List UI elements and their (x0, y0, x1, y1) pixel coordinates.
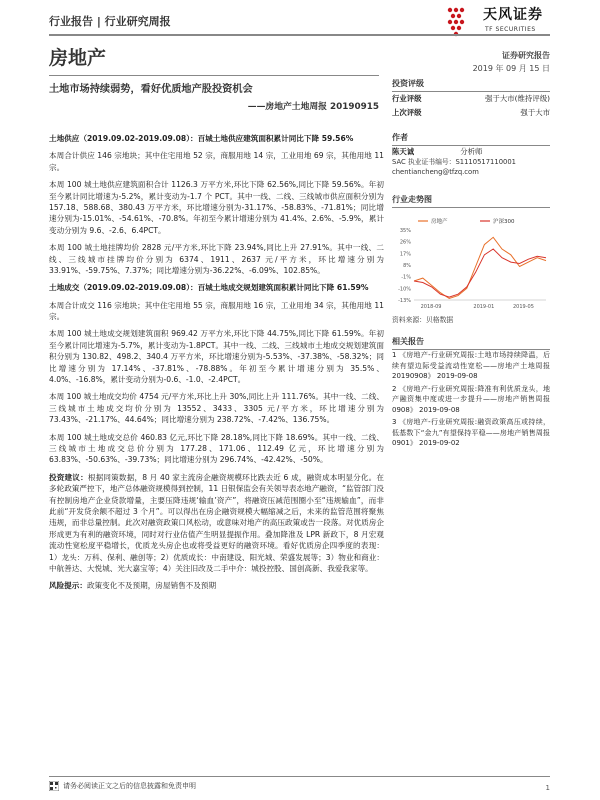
trend-title-box (392, 194, 550, 208)
rating-title: 投资评级 (392, 78, 550, 92)
legend-label: 房地产 (431, 219, 448, 225)
related-title: 相关报告 (392, 336, 550, 350)
section-heading-supply: 土地供应（2019.09.02-2019.09.08）：百城土地供应建筑面积累计同比下降 59.56% (49, 134, 354, 143)
trend-chart (392, 214, 550, 314)
related-report-item[interactable]: 2 《房地产-行业研究周报:降准有利优质龙头，地产融资集中度或进一步提升——房地产销售周报 0908》 2019-09-08 (392, 384, 550, 414)
author-box (392, 132, 550, 178)
logo-dots-icon (448, 8, 464, 36)
y-tick-label: 17% (399, 251, 411, 258)
legend-label: 沪深300 (493, 219, 515, 225)
footer-rule (49, 776, 550, 777)
y-tick-label: -10% (398, 286, 411, 293)
investment-advice (49, 472, 384, 575)
rating-key: 行业评级 (392, 94, 422, 103)
y-tick-label: 35% (399, 228, 411, 234)
author-sac: SAC 执业证书编号：S1110517110001 (392, 157, 516, 166)
rating-row (392, 92, 550, 106)
brand-name: 天风证券 (483, 7, 543, 23)
risk-warning (49, 580, 384, 591)
headline: 土地市场持续弱势，看好优质地产股投资机会 (49, 84, 253, 95)
investment-advice-text: 根据同策数据，8 月 40 家主流房企融资规模环比跌去近 6 成，融资成本明显分化。在多轮政策严控下，地产总体融资规模得到控制，11 日银保监会有关领导表态地产融资，“监管部门没有控制房地产企业贷款增量，主要压降违规‘输血’资产”，将融资压减范围圈小至“违规输血”，而非此前“开发贷余额不超过 3 个月”。可以得出在房企融资规模大幅缩减之后，未来的监管范围将聚焦违规，而非总量控制。此次对融资政策口风松动，或意味对地产的高压政策或告一段落。对优质房企形成更为有利的融资环境，同时对行业估值产生明显提振作用。叠加降准及 LPR 新政下，8 月宏观流动性宽松度平稳增长，优质龙头房企也或将受益更好的融资环境。看好优质房企四季度的表现：1）龙头：万科、保利、融创等；2）优质成长：中南建设、阳光城、荣盛发展等；3）物业和商业：中航善达、大悦城、光大嘉宝等；4）关注旧改及二手中介：城投控股、国创高新、我爱我家等。 (49, 472, 385, 573)
x-tick-label: 2018-09 (420, 304, 442, 310)
rating-value: 强于大市 (520, 108, 550, 118)
qr-code-icon (49, 781, 59, 791)
risk-warning-text: 政策变化不及预期，房屋销售不及预期 (86, 581, 217, 591)
x-tick-label: 2019-05 (513, 304, 534, 310)
trend-title: 行业走势图 (392, 194, 550, 208)
paragraph: 本周 100 城土地成交均价 4754 元/平方米,环比上升 30%,同比上升 111.76%。其中一线、二线、三线城市土地成交均价分别为 13552、3433、3305 元/平方米，环比增速分别为 73.43%、-21.17%、44.64%；同比增速分别为 238.72%、-7.42%、136.75%。 (49, 392, 384, 425)
sector-rule (49, 75, 379, 76)
x-tick-label: 2019-01 (473, 304, 495, 310)
author-row (392, 146, 550, 158)
rating-key: 上次评级 (392, 108, 422, 118)
author-title: 作者 (392, 132, 550, 146)
paragraph: 本周合计供应 146 宗地块；其中住宅用地 52 宗，商服用地 14 宗，工业用地 69 宗，其他用地 11 宗。 (49, 151, 384, 172)
related-report-item[interactable]: 1 《房地产-行业研究周报:土地市场持续降温，后续有望边际受益流动性宽松——房地产土地周报 20190908》 2019-09-08 (392, 351, 550, 380)
author-role: 分析师 (460, 147, 483, 156)
report-date: 2019 年 09 月 15 日 (472, 64, 550, 73)
investment-advice-lead: 投资建议： (49, 472, 88, 482)
rating-value: 强于大市(维持评级) (485, 94, 550, 103)
report-type: 证券研究报告 (502, 51, 550, 60)
related-reports (392, 336, 550, 451)
footer-disclaimer: 请务必阅读正文之后的信息披露和免责申明 (63, 782, 196, 790)
paragraph: 本周 100 城土地挂牌均价 2828 元/平方米,环比下降 23.94%,同比上升 27.91%。其中一线、二线、三线城市挂牌均价分别为 6374、1911、2637 元/平方米，环比增速分别为 33.91%、-59.75%、7.37%；同比增速分别为-36.22%、-6.09%、102.85%。 (49, 243, 384, 275)
rating-box (392, 78, 550, 120)
report-category: 行业报告 | 行业研究周报 (49, 15, 171, 28)
y-tick-label: 8% (403, 263, 411, 269)
author-name: 陈天诚 (392, 147, 415, 156)
y-tick-label: 26% (399, 239, 411, 246)
paragraph: 本周 100 城土地供应建筑面积合计 1126.3 万平方米,环比下降 62.56%,同比下降 59.56%。年初至今累计同比增速为-5.2%，累计变动为-1.7 个 PCT。其中一线、二线、三线城市供应面积分别为 157.18、588.68、380.43 万平方米，环比增速分别为-31.17%、-58.83%、-71.81%；同比增速分别为-15.01%、-54.61%、-70.8%。年初至今累计增速分别为 41.4%、2.6%、-5.9%，累计变动分别为 9.6、-2.6、6.4PCT。 (49, 180, 384, 235)
paragraph: 本周 100 城土地成交规划建筑面积 969.42 万平方米,环比下降 44.75%,同比下降 61.59%。年初至今累计同比增速为-5.7%，累计变动为-1.8PCT。其中一线、二线、三线城市土地成交规划建筑面积分别为 130.82、498.2、340.4 万平方米，环比增速分别为-5.53%、-37.38%、-58.32%；同比增速分别为 17.14%、-37.81%、-78.88%。年初至今累计增速分别为 35.5%、4.0%、-16.8%，累计变动分别为-0.6、-1.0、-2.4PCT。 (49, 329, 384, 385)
main-body (49, 133, 384, 598)
paragraph: 本周合计成交 116 宗地块；其中住宅用地 55 宗，商服用地 16 宗，工业用地 34 宗，其他用地 11 宗。 (49, 300, 384, 322)
sector-title: 房地产 (49, 47, 107, 69)
brand-name-en: TF SECURITIES (485, 26, 536, 33)
author-email[interactable]: chentiancheng@tfzq.com (392, 167, 479, 176)
risk-warning-lead: 风险提示： (49, 581, 87, 591)
y-tick-label: -13% (398, 298, 411, 304)
rating-row (392, 106, 550, 120)
y-tick-label: -1% (401, 274, 411, 281)
top-rule (49, 34, 550, 36)
related-report-item[interactable]: 3 《房地产-行业研究周报:融资政策高压或持续，低基数下“金九”有望保持平稳——房地产销售周报 0901》 2019-09-02 (392, 418, 550, 447)
section-heading-deal: 土地成交（2019.09.02-2019.09.08）：百城土地成交规划建筑面积累计同比下降 61.59% (49, 283, 369, 293)
paragraph: 本周 100 城土地成交总价 460.83 亿元,环比下降 28.18%,同比下降 18.69%。其中一线、二线、三线城市土地成交总价分别为 177.28、171.06、112.49 亿元，环比增速分别为 63.83%、-50.63%、-39.73%；同比增速分别为 296.74%、-42.42%、-50%。 (49, 432, 384, 465)
subheadline: ——房地产土地周报 20190915 (247, 102, 379, 112)
page-number: 1 (545, 784, 550, 792)
chart-source: 资料来源：贝格数据 (392, 316, 454, 324)
